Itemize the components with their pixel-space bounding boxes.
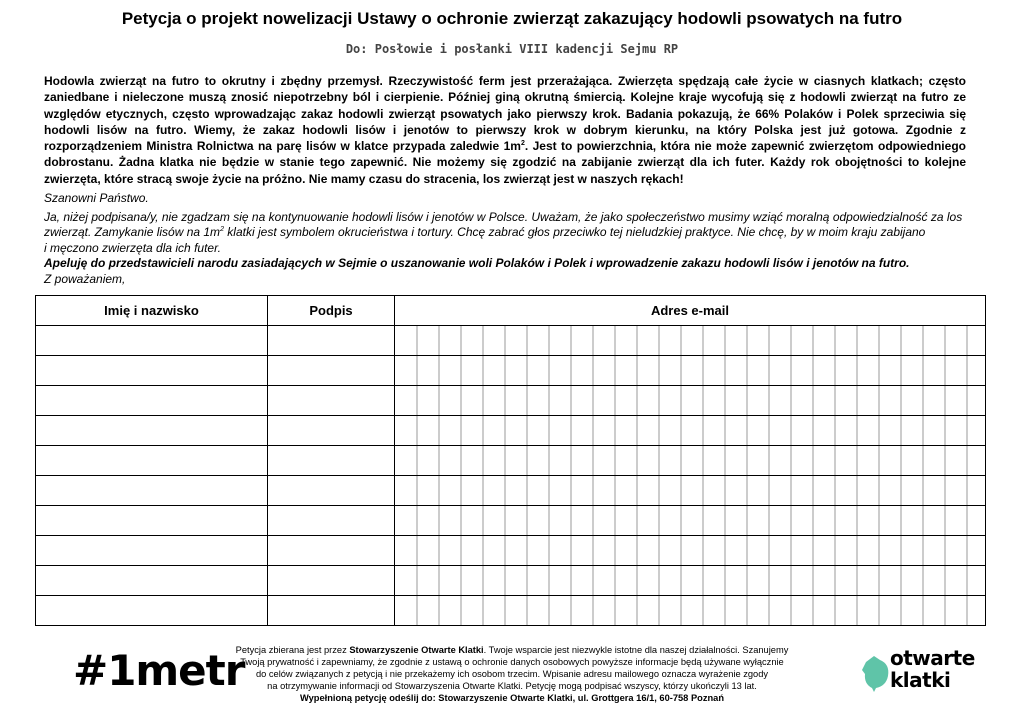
table-row: [36, 476, 986, 506]
email-cell[interactable]: [395, 356, 986, 386]
page-title: Petycja o projekt nowelizacji Ustawy o ochronie zwierząt zakazujący hodowli psowatych na futro: [121, 9, 903, 28]
name-cell[interactable]: [36, 536, 268, 566]
email-cell[interactable]: [395, 506, 986, 536]
letter-appeal: Apeluję do przedstawicieli narodu zasiadających w Sejmie o uszanowanie woli Polaków i Polek i wprowadzenie zakazu hodowli lisów i jenotów na futro.: [44, 256, 910, 270]
table-row: [36, 566, 986, 596]
signature-cell[interactable]: [268, 416, 395, 446]
letter-closing: Z poważaniem,: [44, 271, 126, 286]
name-cell[interactable]: [36, 386, 268, 416]
logo-word-klatki: klatki: [890, 668, 951, 692]
signature-cell[interactable]: [268, 326, 395, 356]
signature-rows: [36, 326, 986, 626]
letter-body: [44, 210, 974, 241]
intro-text-2: . Jest to powierzchnia, która nie może zapewnić zwierzętom odpowiedniego dobrostanu. Żadna klatka nie będzie w stanie tego zapewnić. Nie możemy się zgodzić na zabijanie zwierząt dla ich futer. Każdy rok obojętności to kolejne zwierzęta, które stracą swoje życie na próżno. Nie mamy czasu do stracenia, los zwierząt jest w naszych rękach!: [44, 139, 966, 186]
name-cell[interactable]: [36, 596, 268, 626]
table-row: [36, 356, 986, 386]
1metr-logo: #1metr: [73, 646, 245, 695]
signature-cell[interactable]: [268, 446, 395, 476]
footer-org-name: Stowarzyszenie Otwarte Klatki: [349, 645, 484, 655]
signature-cell[interactable]: [268, 536, 395, 566]
footer-line-2: Twoją prywatność i zapewniamy, że zgodnie z ustawą o ochronie danych osobowych powyższe informacje będą używane wyłącznie: [240, 657, 784, 667]
letter-body-2: klatki jest symbolem okrucieństwa i tortury. Chcę zabrać głos przeciwko tej nieludzkiej praktyce. Nie chcę, by w moim kraju zabijano: [223, 225, 926, 239]
email-cell[interactable]: [395, 326, 986, 356]
email-cell[interactable]: [395, 536, 986, 566]
signature-cell[interactable]: [268, 386, 395, 416]
footer-line-4: na otrzymywanie informacji od Stowarzyszenia Otwarte Klatki. Petycję mogą podpisać wszyscy, którzy ukończyli 13 lat.: [267, 681, 757, 691]
column-header-email: Adres e-mail: [395, 296, 986, 326]
letter-superscript: 2: [220, 226, 224, 233]
table-row: [36, 386, 986, 416]
name-cell[interactable]: [36, 506, 268, 536]
table-header-row: [36, 296, 986, 326]
footer-return-label: Wypełnioną petycję odeślij do:: [300, 693, 439, 703]
intro-text-1: Hodowla zwierząt na futro to okrutny i zbędny przemysł. Rzeczywistość ferm jest przerażająca. Zwierzęta spędzają całe życie w ciasnych klatkach; często zaniedbane i nieleczone muszą znosić niepotrzebny ból i cierpienie. Później giną okrutną śmiercią. Kolejne kraje wycofują się z hodowli zwierząt na futro ze względów etycznych, często wprowadzając zakaz hodowli zwierząt psowatych jako pierwszy krok. Badania pokazują, że 66% Polaków i Polek sprzeciwia się hodowli lisów na futro. Wiemy, że zakaz hodowli lisów i jenotów to pierwszy krok w dobrym kierunku, na który Polska jest już gotowa. Zgodnie z rozporządzeniem Ministra Rolnictwa na parę lisów w klatce przypada zaledwie 1m: [44, 74, 966, 154]
footer-line-3: do celów związanych z petycją i nie przekażemy ich osobom trzecim. Wpisanie adresu mailowego oznacza wyrażenie zgody: [255, 669, 769, 679]
bird-icon: [862, 652, 892, 692]
table-row: [36, 416, 986, 446]
table-row: [36, 536, 986, 566]
signature-table: [35, 295, 986, 626]
email-cell[interactable]: [395, 596, 986, 626]
email-cell[interactable]: [395, 386, 986, 416]
name-cell[interactable]: [36, 416, 268, 446]
signature-cell[interactable]: [268, 356, 395, 386]
name-cell[interactable]: [36, 356, 268, 386]
table-row: [36, 506, 986, 536]
signature-cell[interactable]: [268, 506, 395, 536]
footer-line-1-post: . Twoje wsparcie jest niezwykle istotne dla naszej działalności. Szanujemy: [483, 645, 789, 655]
letter-body-1: Ja, niżej podpisana/y, nie zgadzam się na kontynuowanie hodowli lisów i jenotów w Polsce. Uważam, że jako społeczeństwo musimy wziąć moralną odpowiedzialność za los zwierząt. Zamykanie lisów na 1m: [44, 209, 963, 239]
letter-greeting: Szanowni Państwo.: [44, 191, 149, 205]
letter-body-3: i męczono zwierzęta dla ich futer.: [44, 240, 221, 255]
footer-line-5: [200, 692, 824, 704]
intro-paragraph: [44, 73, 966, 187]
name-cell[interactable]: [36, 446, 268, 476]
signature-cell[interactable]: [268, 566, 395, 596]
email-cell[interactable]: [395, 476, 986, 506]
footer-notice: [200, 644, 824, 704]
email-cell[interactable]: [395, 446, 986, 476]
logo-word-otwarte: otwarte: [890, 646, 975, 670]
otwarte-klatki-logo: [862, 646, 975, 694]
name-cell[interactable]: [36, 566, 268, 596]
table-row: [36, 446, 986, 476]
footer-return-address: Stowarzyszenie Otwarte Klatki, ul. Grottgera 16/1, 60-758 Poznań: [438, 693, 724, 703]
footer-line-1-pre: Petycja zbierana jest przez: [235, 645, 350, 655]
name-cell[interactable]: [36, 326, 268, 356]
email-cell[interactable]: [395, 416, 986, 446]
signature-cell[interactable]: [268, 596, 395, 626]
email-cell[interactable]: [395, 566, 986, 596]
table-row: [36, 326, 986, 356]
column-header-name: Imię i nazwisko: [36, 296, 268, 326]
intro-superscript: 2: [520, 140, 525, 148]
name-cell[interactable]: [36, 476, 268, 506]
letter-text: [44, 191, 974, 287]
footer-line-1: [200, 644, 824, 656]
column-header-signature: Podpis: [268, 296, 395, 326]
recipient-line: Do: Posłowie i posłanki VIII kadencji Sejmu RP: [345, 42, 679, 56]
table-row: [36, 596, 986, 626]
signature-cell[interactable]: [268, 476, 395, 506]
